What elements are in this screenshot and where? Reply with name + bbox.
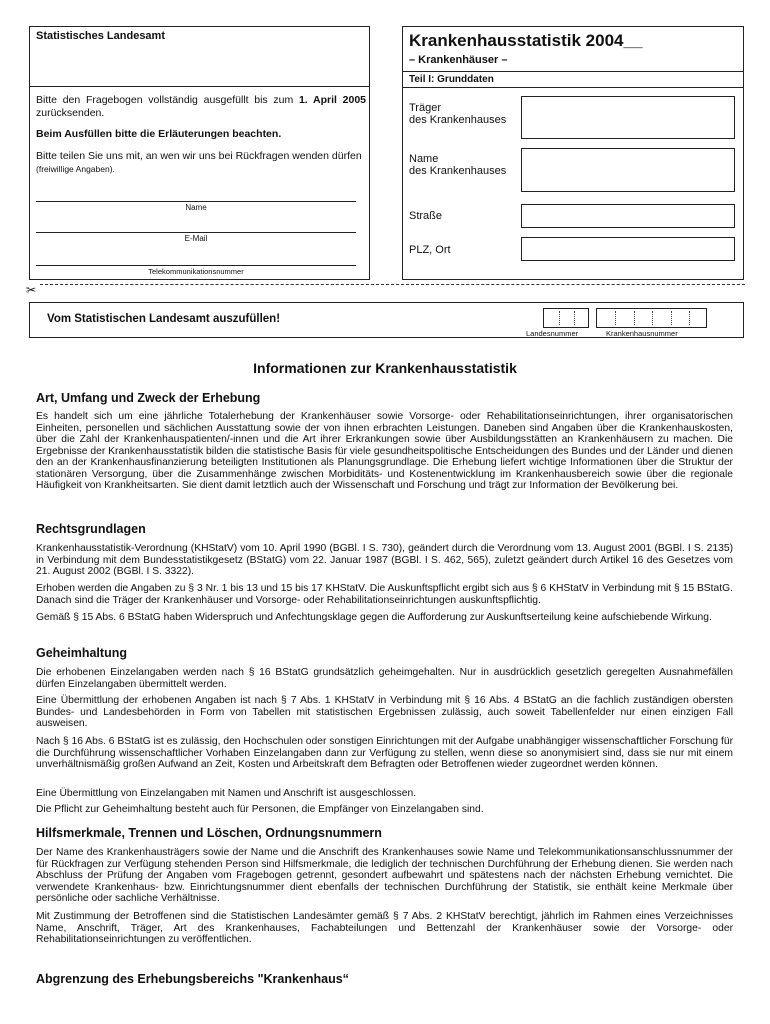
street-field[interactable] [521, 204, 735, 228]
cut-line [40, 284, 745, 285]
section-recht-paragraph-3: Gemäß § 15 Abs. 6 BStatG haben Widerspruch und Anfechtungsklage gegen die Aufforderung zur Auskunftserteilung keine aufschiebende Wirkung. [36, 612, 712, 623]
hospital-name-label [409, 153, 506, 177]
krankenhausnummer-digit-divider [689, 311, 690, 325]
landesnummer-digit-divider [559, 311, 560, 325]
return-instruction-post: zurücksenden. [36, 107, 105, 119]
traeger-label-line1: Träger [409, 102, 441, 114]
part-divider [402, 87, 744, 88]
email-caption: E-Mail [184, 234, 208, 243]
contact-instruction-text: Bitte teilen Sie uns mit, an wen wir uns bei Rückfragen wenden dürfen [36, 150, 362, 162]
phone-line[interactable] [36, 265, 356, 266]
landesnummer-digit-divider [574, 311, 575, 325]
contact-instruction [36, 150, 366, 176]
section-geheim-paragraph-1: Die erhobenen Einzelangaben werden nach § 16 BStatG grundsätzlich geheimgehalten. Nur in ausdrücklich gesetzlich geregelten Ausnahmefällen dürfen Einzelangaben übermittelt werden. [36, 667, 733, 690]
section-heading-abgrenzung: Abgrenzung des Erhebungsbereichs "Krankenhaus“ [36, 972, 349, 986]
section-hilfs-paragraph-1: Der Name des Krankenhausträgers sowie der Name und die Anschrift des Krankenhauses sowie Name und Telekommunikationsanschlussnummer der für Rückfragen zur Verfügung stehenden Person sind Hilfsmerkmale, die lediglich der technischen Durchführung der Erhebung dienen. Sie werden nach Abschluss der Prüfung der Angaben vom Fragebogen getrennt, gesondert aufbewahrt und spätestens nach der nächsten Erhebung vernichtet. Die verwendete Krankenhaus- bzw. Einrichtungsnummer dient ebenfalls der technischen Durchführung der Statistik, sie enthält keine Merkmale über persönliche oder sachliche Verhältnisse. [36, 847, 733, 904]
traeger-label [409, 102, 506, 126]
form-subtitle: – Krankenhäuser – [409, 54, 508, 66]
form-title: Krankenhausstatistik 2004__ [409, 31, 643, 50]
hospital-name-label-line2: des Krankenhauses [409, 165, 507, 177]
name-line[interactable] [36, 201, 356, 202]
agency-label: Statistisches Landesamt [36, 30, 165, 42]
section-heading-hilfs: Hilfsmerkmale, Trennen und Löschen, Ordnungsnummern [36, 826, 382, 840]
voluntary-note: (freiwillige Angaben). [36, 164, 115, 174]
return-instruction [36, 94, 366, 120]
email-line[interactable] [36, 232, 356, 233]
krankenhausnummer-caption: Krankenhausnummer [606, 329, 678, 338]
return-deadline: 1. April 2005 [298, 94, 366, 106]
section-heading-art: Art, Umfang und Zweck der Erhebung [36, 391, 261, 405]
krankenhausnummer-digit-divider [652, 311, 653, 325]
section-geheim-paragraph-4: Eine Übermittlung von Einzelangaben mit Namen und Anschrift ist ausgeschlossen. [36, 788, 417, 799]
krankenhausnummer-digit-divider [634, 311, 635, 325]
hospital-name-field[interactable] [521, 148, 735, 192]
krankenhausnummer-field[interactable] [596, 308, 707, 328]
section-geheim-paragraph-5: Die Pflicht zur Geheimhaltung besteht auch für Personen, die Empfänger von Einzelangaben sind. [36, 804, 484, 815]
section-heading-recht: Rechtsgrundlagen [36, 522, 146, 536]
plz-ort-field[interactable] [521, 237, 735, 261]
name-caption: Name [185, 203, 207, 212]
section-hilfs-paragraph-2: Mit Zustimmung der Betroffenen sind die Statistischen Landesämter gemäß § 7 Abs. 2 KHStatV berechtigt, jährlich im Rahmen eines Verzeichnisses Name, Anschrift, Träger, Art des Krankenhauses, Fachabteilungen und Bettenzahl der Krankenhäuser sowie der Vorsorge- oder Rehabilitationseinrichtungen zu veröffentlichen. [36, 911, 733, 945]
section-recht-paragraph-1: Krankenhausstatistik-Verordnung (KHStatV) vom 10. April 1990 (BGBl. I S. 730), geändert durch die Verordnung vom 13. August 2001 (BGBl. I S. 2135) in Verbindung mit dem Bundesstatistikgesetz (BStatG) vom 22. Januar 1987 (BGBl. I S. 462, 565), zuletzt geändert durch Artikel 16 des Gesetzes vom 21. August 2002 (BGBl. I S. 3322). [36, 543, 733, 577]
plz-ort-label: PLZ, Ort [409, 244, 451, 256]
section-recht-paragraph-2: Erhoben werden die Angaben zu § 3 Nr. 1 bis 13 und 15 bis 17 KHStatV. Die Auskunftspflicht ergibt sich aus § 6 KHStatV in Verbindung mit § 15 BStatG. Danach sind die Träger der Krankenhäuser und Vorsorge- oder Rehabilitationseinrichtungen auskunftspflichtig. [36, 583, 733, 606]
form-part: Teil I: Grunddaten [409, 74, 494, 85]
krankenhausnummer-digit-divider [615, 311, 616, 325]
section-geheim-paragraph-2: Eine Übermittlung der erhobenen Angaben ist nach § 7 Abs. 1 KHStatV in Verbindung mit § 16 Abs. 4 BStatG an die fachlich zuständigen obersten Bundes- und Landesbehörden in Form von Tabellen mit statistischen Ergebnissen zulässig, auch soweit Tabellenfelder nur einen einzigen Fall ausweisen. [36, 695, 733, 729]
street-label: Straße [409, 210, 443, 222]
hospital-name-label-line1: Name [409, 153, 439, 165]
subtitle-divider [402, 71, 744, 72]
traeger-label-line2: des Krankenhauses [409, 114, 507, 126]
return-instruction-pre: Bitte den Fragebogen vollständig ausgefüllt bis zum [36, 94, 299, 106]
phone-caption: Telekommunikationsnummer [148, 267, 244, 276]
landesnummer-field[interactable] [543, 308, 589, 328]
section-art-paragraph: Es handelt sich um eine jährliche Totalerhebung der Krankenhäuser sowie Vorsorge- oder Rehabilitationseinrichtungen, ihrer organisatorischen Einheiten, personellen und sächlichen Ausstattung sowie der von ihnen erbrachten Leistungen. Daneben sind Angaben über die Krankenhauskosten, über die Zahl der Krankenhauspatienten/-innen und die Art ihrer Erkrankungen sowie über Ausbildungsstätten an Krankenhäusern zu machen. Die Ergebnisse der Krankenhausstatistik bilden die statistische Basis für viele gesundheitspolitische Entscheidungen des Bundes und der Länder und dienen den an der Krankenhausfinanzierung beteiligten Institutionen als Planungsgrundlage. Die Erhebung liefert wichtige Informationen über die Struktur der stationären Versorgung, über die Zusammenhänge zwischen Morbiditäts- und Kostenentwicklung im Krankenhausbereich sowie über die regionale Häufigkeit von Krankheitsarten. Sie dient damit letztlich auch der Wissenschaft und Forschung und trägt zur Information der Bevölkerung bei. [36, 411, 733, 491]
scissors-icon: ✂ [26, 283, 37, 297]
krankenhausnummer-digit-divider [671, 311, 672, 325]
section-geheim-paragraph-3: Nach § 16 Abs. 6 BStatG ist es zulässig, den Hochschulen oder sonstigen Einrichtungen mit der Aufgabe unabhängiger wissenschaftlicher Forschung für die Durchführung wissenschaftlicher Vorhaben Einzelangaben dann zur Verfügung zu stellen, wenn diese so anonymisiert sind, dass sie nur mit einem unverhältnismäßig großen Aufwand an Zeit, Kosten und Arbeitskraft dem Befragten oder Betroffenen wieder zugeordnet werden können. [36, 736, 733, 770]
main-title: Informationen zur Krankenhausstatistik [253, 360, 517, 376]
fill-instruction: Beim Ausfüllen bitte die Erläuterungen beachten. [36, 128, 282, 140]
traeger-field[interactable] [521, 96, 735, 139]
section-heading-geheim: Geheimhaltung [36, 646, 127, 660]
landesnummer-caption: Landesnummer [526, 329, 579, 338]
office-label: Vom Statistischen Landesamt auszufüllen! [47, 313, 281, 325]
